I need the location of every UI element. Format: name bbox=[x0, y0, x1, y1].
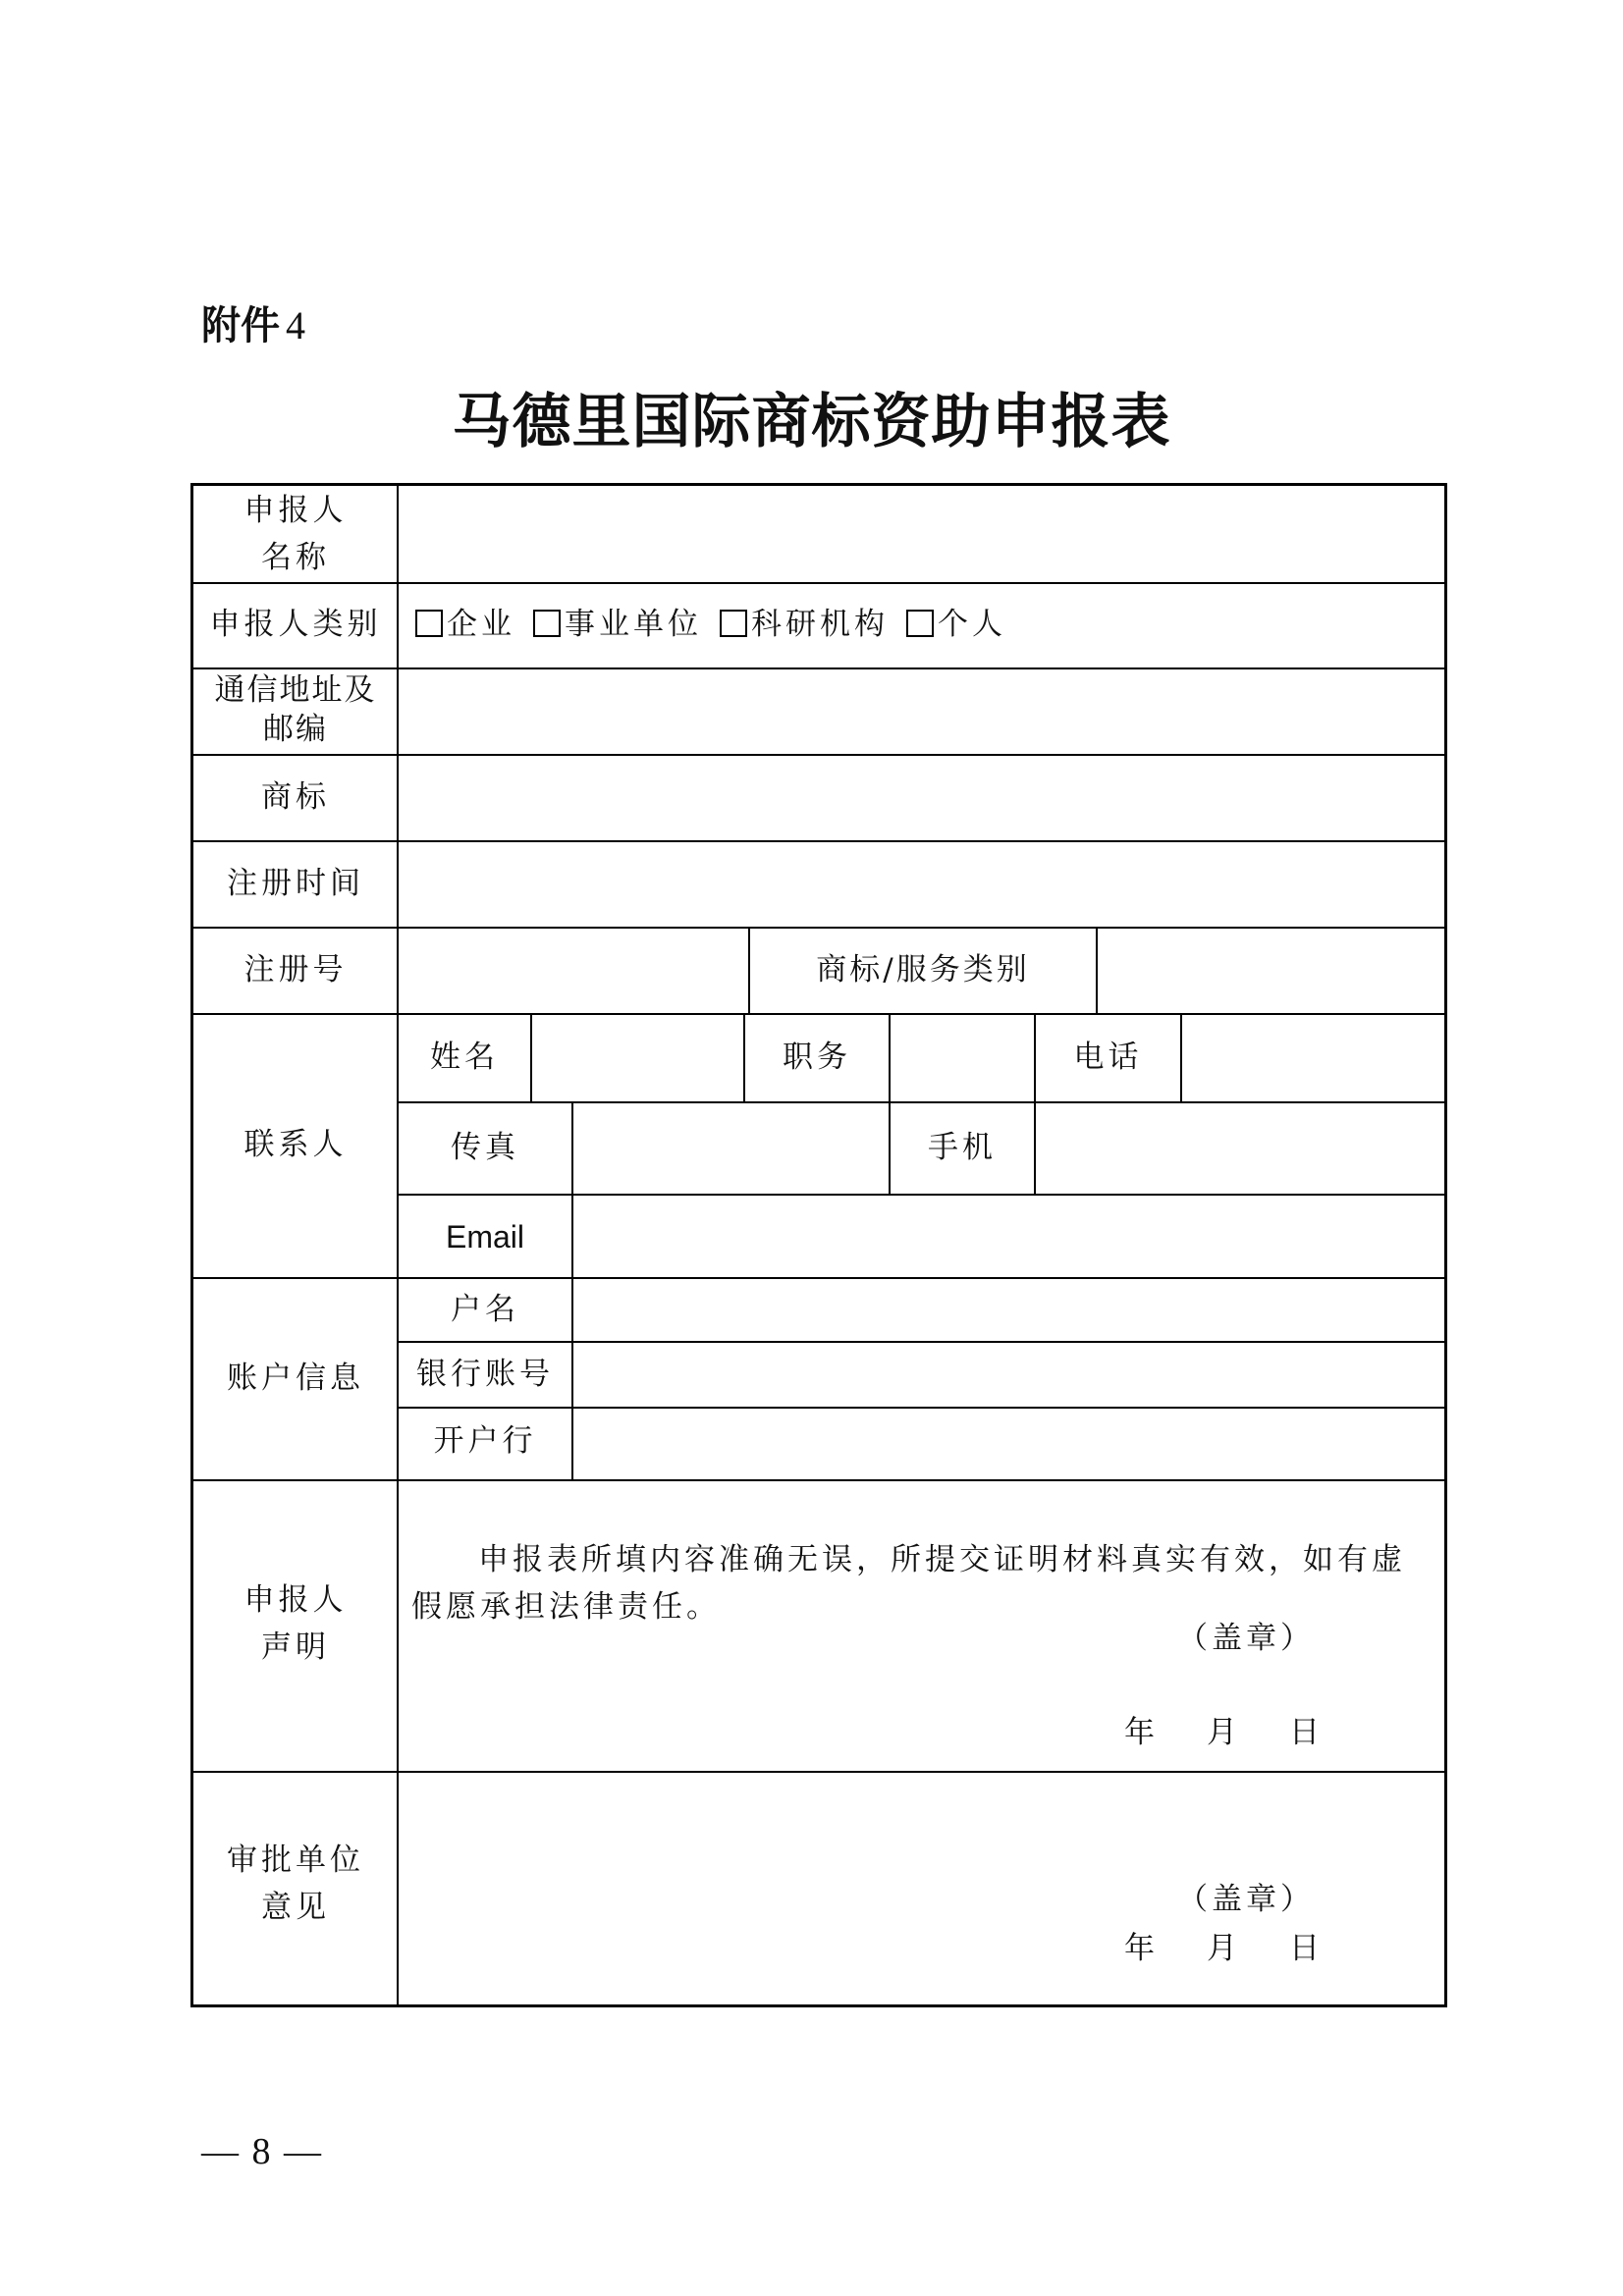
mobile-label: 手机 bbox=[928, 1130, 997, 1165]
reg-time-field[interactable] bbox=[400, 842, 1444, 927]
checkbox-icon[interactable] bbox=[906, 610, 934, 637]
reg-no-field[interactable] bbox=[400, 929, 747, 1013]
position-label: 职务 bbox=[783, 1040, 851, 1075]
address-label: 通信地址及 邮编 bbox=[214, 672, 377, 747]
approval-date-month: 月 bbox=[1207, 1931, 1241, 1966]
declaration-date-day: 日 bbox=[1289, 1715, 1324, 1750]
declaration-label: 申报人 声明 bbox=[243, 1582, 348, 1665]
contact-label: 联系人 bbox=[243, 1127, 348, 1162]
address-field[interactable] bbox=[400, 669, 1444, 754]
declaration-cell bbox=[193, 1481, 1444, 1771]
reg-time-label: 注册时间 bbox=[227, 866, 364, 901]
applicant-name-field[interactable] bbox=[400, 486, 1444, 582]
phone-label: 电话 bbox=[1073, 1040, 1143, 1075]
attachment-number: 4 bbox=[286, 303, 305, 347]
attachment-label bbox=[201, 294, 305, 350]
phone-field[interactable] bbox=[1182, 1015, 1444, 1101]
fax-label: 传真 bbox=[451, 1130, 519, 1165]
reg-no-label: 注册号 bbox=[243, 952, 348, 988]
approval-date-year: 年 bbox=[1124, 1931, 1159, 1966]
trademark-label: 商标 bbox=[261, 779, 330, 815]
checkbox-icon[interactable] bbox=[533, 610, 561, 637]
applicant-name-label: 申报人 名称 bbox=[243, 493, 348, 575]
applicant-type-options bbox=[415, 601, 1024, 648]
application-form bbox=[190, 483, 1447, 2007]
account-name-label: 户名 bbox=[451, 1292, 519, 1327]
col-divider bbox=[1096, 927, 1098, 1013]
mobile-field[interactable] bbox=[1036, 1103, 1444, 1194]
option-research[interactable]: 科研机构 bbox=[720, 607, 889, 642]
bank-field[interactable] bbox=[573, 1409, 1444, 1479]
bank-account-field[interactable] bbox=[573, 1343, 1444, 1407]
row-divider bbox=[193, 582, 1444, 584]
attachment-text: 附件 bbox=[201, 303, 280, 348]
checkbox-icon[interactable] bbox=[415, 610, 443, 637]
name-label: 姓名 bbox=[430, 1040, 499, 1075]
email-field[interactable] bbox=[573, 1196, 1444, 1277]
approval-cell bbox=[193, 1773, 1444, 2004]
approval-seal: （盖章） bbox=[1177, 1882, 1315, 1917]
page-number: — 8 — bbox=[201, 2131, 323, 2172]
option-institution[interactable]: 事业单位 bbox=[533, 607, 702, 642]
class-field[interactable] bbox=[1099, 929, 1444, 1013]
applicant-type-label: 申报人类别 bbox=[209, 607, 382, 642]
declaration-date-month: 月 bbox=[1207, 1715, 1241, 1750]
class-label: 商标/服务类别 bbox=[816, 952, 1030, 988]
trademark-field[interactable] bbox=[400, 756, 1444, 840]
position-field[interactable] bbox=[891, 1015, 1033, 1101]
bank-account-label: 银行账号 bbox=[416, 1357, 554, 1392]
page-title: 马德里国际商标资助申报表 bbox=[452, 388, 1171, 456]
declaration-text: 申报表所填内容准确无误，所提交证明材料真实有效，如有虚假愿承担法律责任。 bbox=[411, 1542, 1406, 1625]
email-label: Email bbox=[445, 1219, 524, 1255]
account-name-field[interactable] bbox=[573, 1279, 1444, 1341]
fax-field[interactable] bbox=[573, 1103, 888, 1194]
declaration-seal: （盖章） bbox=[1177, 1621, 1315, 1656]
bank-label: 开户行 bbox=[433, 1423, 537, 1459]
declaration-date-year: 年 bbox=[1124, 1715, 1159, 1750]
checkbox-icon[interactable] bbox=[720, 610, 747, 637]
account-label: 账户信息 bbox=[227, 1361, 364, 1396]
option-individual[interactable]: 个人 bbox=[906, 607, 1006, 642]
option-enterprise[interactable]: 企业 bbox=[415, 607, 515, 642]
approval-label: 审批单位 意见 bbox=[227, 1842, 364, 1925]
approval-date-day: 日 bbox=[1289, 1931, 1324, 1966]
name-field[interactable] bbox=[532, 1015, 742, 1101]
